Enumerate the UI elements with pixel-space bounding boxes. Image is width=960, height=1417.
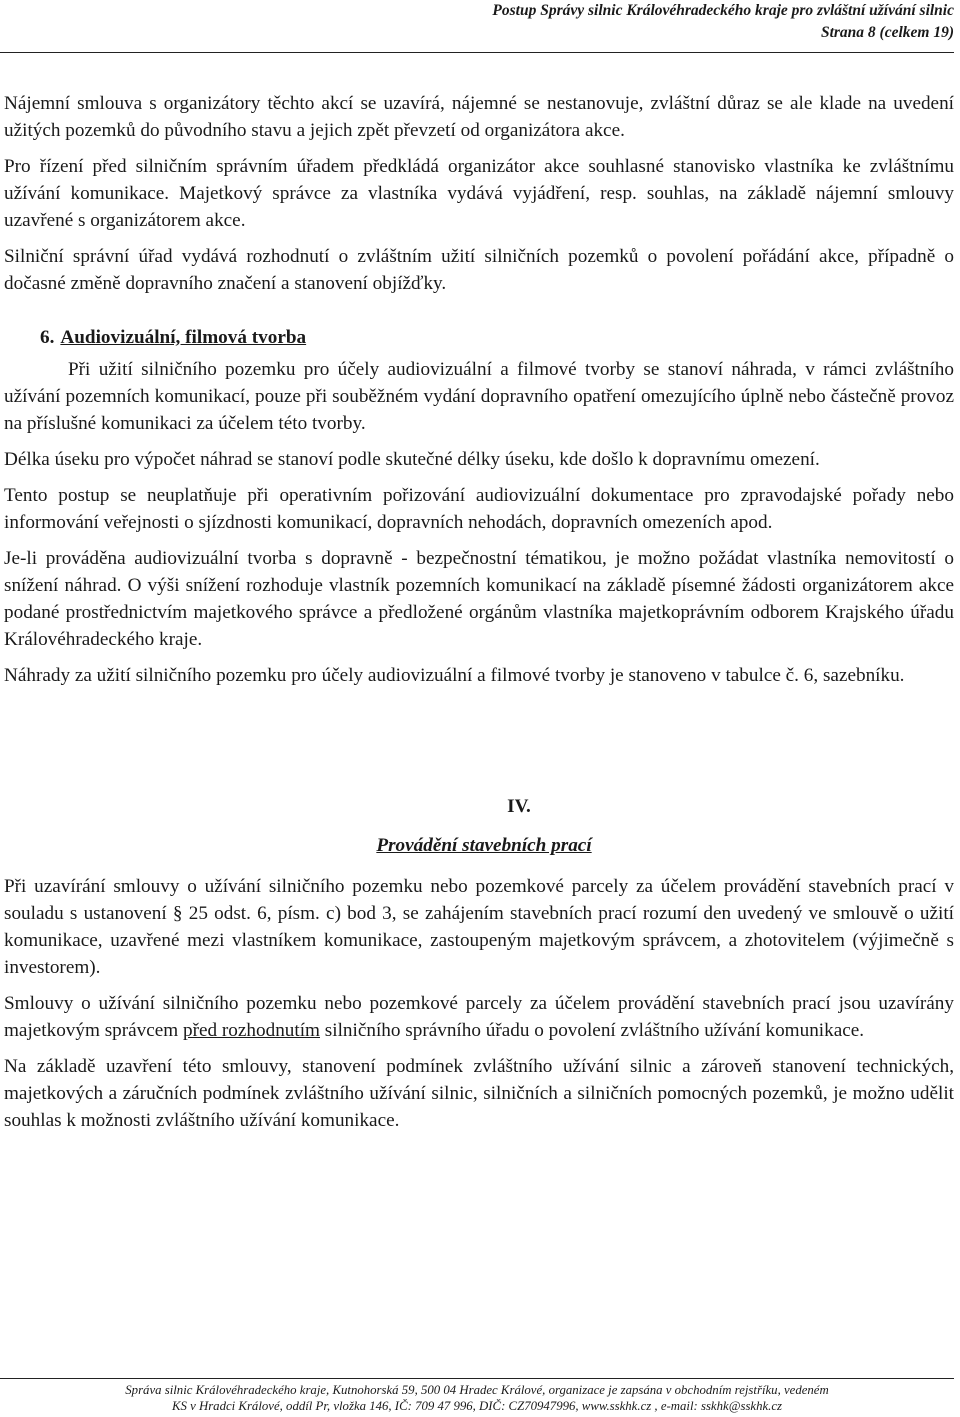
- page-header: [492, 0, 954, 44]
- paragraph: Pro řízení před silničním správním úřadem předkládá organizátor akce souhlasné stanovisko vlastníka ke zvláštnímu užívání komunikace. Majetkový správce za vlastníka vydává vyjádření, resp. souhlas, na základě nájemní smlouvy uzavřené s organizátorem akce.: [4, 156, 954, 231]
- page-footer: [0, 1382, 954, 1414]
- text-run: Smlouvy o užívání silničního pozemku nebo pozemkové parcely za účelem provádění stavebních prací jsou uzavírány majetkovým správcem: [4, 993, 954, 1041]
- chapter-number: IV.: [507, 796, 531, 817]
- footer-line: Správa silnic Královéhradeckého kraje, Kutnohorská 59, 500 04 Hradec Králové, organizace je zapsána v obchodním rejstříku, vedeném: [125, 1383, 829, 1397]
- section-number: 6.: [40, 327, 55, 348]
- footer-line: KS v Hradci Králové, oddíl Pr, vložka 146, IČ: 709 47 996, DIČ: CZ70947996, www.sskhk.cz , e-mail: sskhk@sskhk.cz: [171, 1399, 783, 1413]
- paragraph: Nájemní smlouva s organizátory těchto akcí se uzavírá, nájemné se nestanovuje, zvláštní důraz se ale klade na uvedení užitých pozemků do původního stavu a jejich zpět převzetí od organizátora akce.: [4, 93, 954, 141]
- chapter-title: Provádění stavebních prací: [376, 835, 592, 856]
- paragraph: Je-li prováděna audiovizuální tvorba s dopravně - bezpečnostní tématikou, je možno požádat vlastníka nemovitostí o snížení náhrad. O výši snížení rozhoduje vlastník pozemních komunikací na základě písemné žádosti organizátorem akce podané prostřednictvím majetkového správce a předložené orgánům vlastníka majetkoprávním odborem Krajského úřadu Královéhradeckého kraje.: [4, 548, 954, 650]
- section-heading: [4, 324, 954, 351]
- document-body: [4, 90, 954, 1143]
- footer-divider: [0, 1378, 954, 1379]
- header-divider: [0, 52, 954, 53]
- paragraph: Tento postup se neuplatňuje při operativním pořizování audiovizuální dokumentace pro zpravodajské pořady nebo informování veřejnosti o sjízdnosti komunikací, dopravních nehodách, dopravních omezeních apod.: [4, 485, 954, 533]
- document-title: Postup Správy silnic Královéhradeckého kraje pro zvláštní užívání silnic: [492, 2, 954, 19]
- page-number: Strana 8 (celkem 19): [820, 24, 954, 41]
- section-title: Audiovizuální, filmová tvorba: [60, 327, 307, 348]
- text-run: silničního správního úřadu o povolení zvláštního užívání komunikace.: [319, 1020, 865, 1041]
- underlined-text: před rozhodnutím: [183, 1020, 320, 1041]
- paragraph: [4, 990, 954, 1044]
- paragraph: Při užití silničního pozemku pro účely audiovizuální a filmové tvorby se stanoví náhrada, v rámci zvláštního užívání pozemních komunikací, pouze při souběžném vydání dopravního opatření omezujícího úplně nebo částečně provoz na příslušné komunikaci za účelem této tvorby.: [4, 359, 954, 434]
- paragraph: Na základě uzavření této smlouvy, stanovení podmínek zvláštního užívání silnic a zároveň stanovení technických, majetkových a záručních podmínek zvláštního užívání silnic, silničních a silničních pomocných pozemků, je možno udělit souhlas k možnosti zvláštního užívání komunikace.: [4, 1056, 954, 1131]
- paragraph: Délka úseku pro výpočet náhrad se stanoví podle skutečné délky úseku, kde došlo k dopravnímu omezení.: [4, 449, 820, 470]
- paragraph: Náhrady za užití silničního pozemku pro účely audiovizuální a filmové tvorby je stanoveno v tabulce č. 6, sazebníku.: [4, 665, 905, 686]
- paragraph: Při uzavírání smlouvy o užívání silničního pozemku nebo pozemkové parcely za účelem provádění stavebních prací v souladu s ustanovení § 25 odst. 6, písm. c) bod 3, se zahájením stavebních prací rozumí den uvedený ve smlouvě o užití komunikace, uzavřené mezi vlastníkem komunikace, zastoupeným majetkovým správcem, a zhotovitelem (výjimečně s investorem).: [4, 876, 954, 978]
- paragraph: Silniční správní úřad vydává rozhodnutí o zvláštním užití silničních pozemků o povolení pořádání akce, případně o dočasné změně dopravního značení a stanovení objížďky.: [4, 246, 954, 294]
